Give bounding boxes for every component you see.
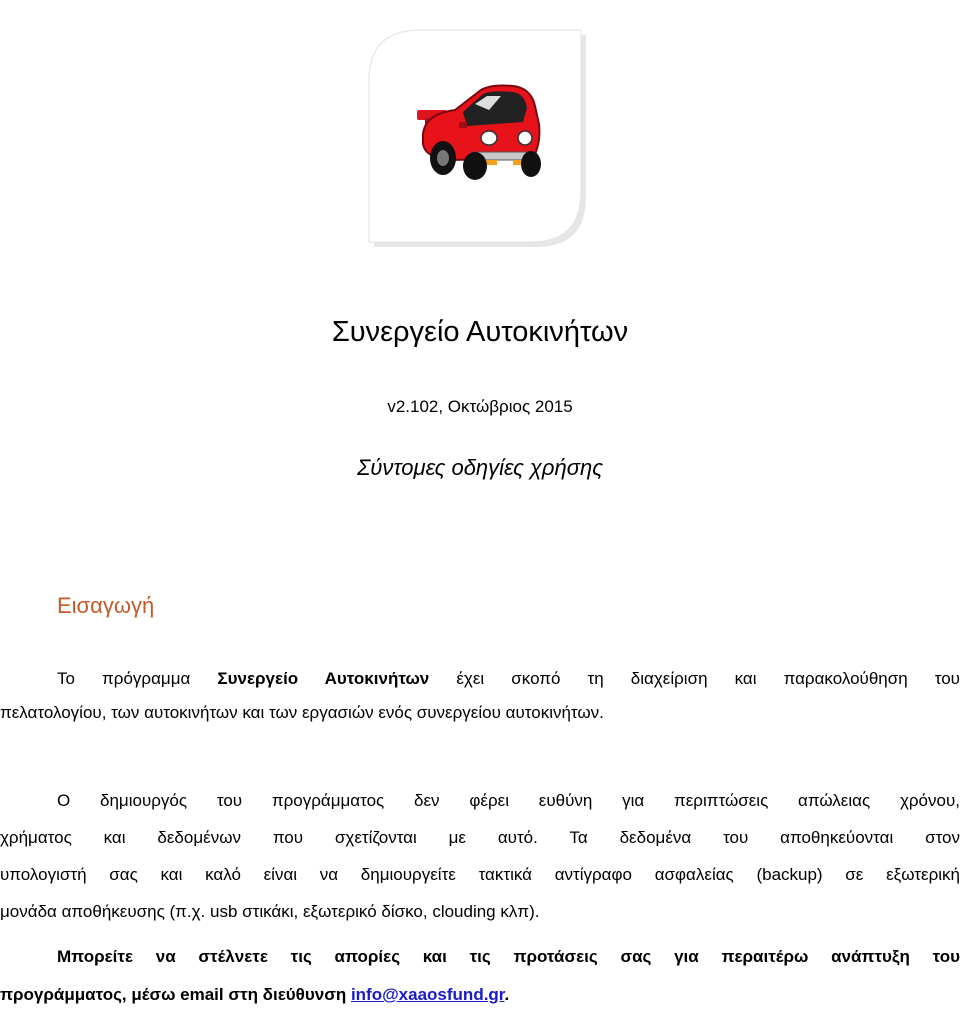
disclaimer-line-1: Ο δημιουργός του προγράμματος δεν φέρει ευθύνη για περιπτώσεις απώλειας χρόνου, <box>57 791 960 810</box>
contact-paragraph <box>0 938 960 1014</box>
contact-line-1: Μπορείτε να στέλνετε τις απορίες και τις προτάσεις σας για περαιτέρω ανάπτυξη του <box>57 947 960 966</box>
intro-text-b: έχει σκοπό τη διαχείριση και παρακολούθηση του <box>429 669 960 688</box>
intro-text-a: Το πρόγραμμα <box>57 669 218 688</box>
car-logo-icon <box>363 26 588 248</box>
disclaimer-line-4: μονάδα αποθήκευσης (π.χ. usb στικάκι, εξωτερικό δίσκο, clouding κλπ). <box>0 902 540 921</box>
section-heading-intro: Εισαγωγή <box>57 593 155 618</box>
program-name: Συνεργείο Αυτοκινήτων <box>217 669 430 688</box>
app-logo <box>363 26 588 248</box>
disclaimer-paragraph <box>0 782 960 930</box>
contact-prefix: προγράμματος, μέσω email στη διεύθυνση <box>0 985 351 1004</box>
intro-paragraph <box>0 662 960 730</box>
email-link[interactable]: info@xaaosfund.gr <box>350 985 505 1004</box>
document-title: Συνεργείο Αυτοκινήτων <box>331 316 629 348</box>
intro-line-2: πελατολογίου, των αυτοκινήτων και των εργασιών ενός συνεργείου αυτοκινήτων. <box>0 703 604 722</box>
disclaimer-line-3: υπολογιστή σας και καλό είναι να δημιουργείτε τακτικά αντίγραφο ασφαλείας (backup) σε εξωτερική <box>0 865 960 884</box>
version-label: v2.102, Οκτώβριος 2015 <box>387 397 573 416</box>
intro-line-1 <box>0 662 960 696</box>
disclaimer-line-2: χρήματος και δεδομένων που σχετίζονται με αυτό. Τα δεδομένα του αποθηκεύονται στον <box>0 828 960 847</box>
contact-suffix: . <box>504 985 510 1004</box>
document-subtitle: Σύντομες οδηγίες χρήσης <box>357 455 603 480</box>
contact-line-2 <box>0 976 960 1014</box>
